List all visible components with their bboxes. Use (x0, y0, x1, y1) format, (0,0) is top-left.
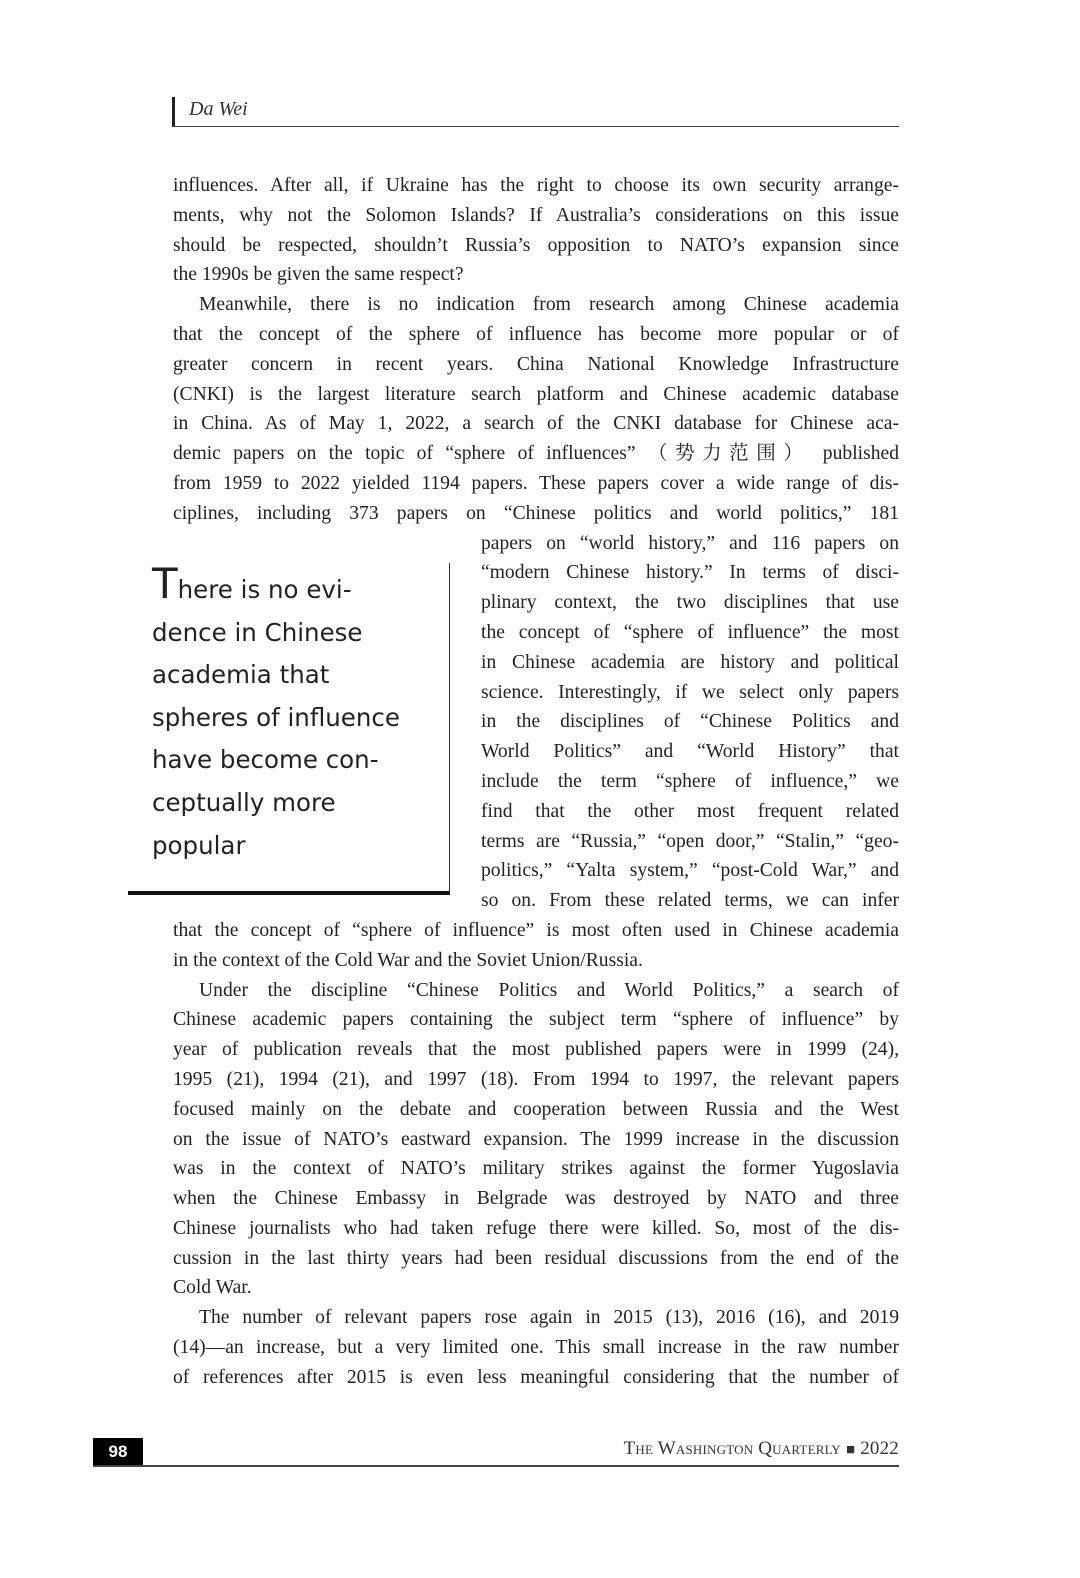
body-line: Meanwhile, there is no indication from research among Chinese academia (199, 294, 899, 316)
pull-quote-drop-cap: T (152, 559, 178, 608)
pull-quote-line: spheres of influence (152, 702, 400, 732)
pull-quote-line: ceptually more (152, 787, 336, 817)
body-line: in Chinese academia are history and political (481, 651, 899, 673)
body-line: influences. After all, if Ukraine has the right to choose its own security arrange- (173, 175, 899, 196)
body-line: (CNKI) is the largest literature search platform and Chinese academic database (173, 383, 899, 405)
header-rule (173, 126, 899, 127)
body-line: of references after 2015 is even less meaningful considering that the number of (173, 1366, 899, 1388)
body-line: focused mainly on the debate and cooperation between Russia and the West (173, 1098, 899, 1120)
body-line: Chinese academic papers containing the subject term “sphere of influence” by (173, 1009, 899, 1031)
body-line: plinary context, the two disciplines that use (481, 592, 899, 614)
page-number: 98 (93, 1438, 143, 1466)
pull-quote-line: here is no evi- (177, 575, 352, 604)
journal-year: 2022 (860, 1438, 899, 1459)
body-line: demic papers on the topic of “sphere of influences” （势力范围） published (173, 443, 899, 465)
body-line: so on. From these related terms, we can infer (481, 890, 899, 912)
body-line: from 1959 to 2022 yielded 1194 papers. These papers cover a wide range of dis- (173, 472, 899, 494)
body-line: terms are “Russia,” “open door,” “Stalin,” “geo- (481, 830, 899, 852)
body-line: Cold War. (173, 1277, 252, 1299)
square-separator-icon: ■ (845, 1442, 856, 1458)
body-line: greater concern in recent years. China National Knowledge Infrastructure (173, 353, 899, 375)
body-line: The number of relevant papers rose again in 2015 (13), 2016 (16), and 2019 (199, 1307, 899, 1329)
body-line: World Politics” and “World History” that (481, 741, 899, 763)
body-line: that the concept of “sphere of influence” is most often used in Chinese academia (173, 919, 899, 941)
running-head-author: Da Wei (189, 98, 248, 120)
journal-name: The Washington Quarterly (623, 1438, 842, 1459)
body-line: include the term “sphere of influence,” we (481, 770, 899, 792)
body-line: should be respected, shouldn’t Russia’s opposition to NATO’s expansion since (173, 234, 899, 256)
body-line: the concept of “sphere of influence” the most (481, 621, 899, 643)
body-line: year of publication reveals that the most published papers were in 1999 (24), (173, 1039, 899, 1061)
body-line: cussion in the last thirty years had been residual discussions from the end of the (173, 1247, 899, 1269)
footer-rule (93, 1465, 899, 1467)
body-line: when the Chinese Embassy in Belgrade was destroyed by NATO and three (173, 1188, 899, 1210)
body-line: politics,” “Yalta system,” “post-Cold War,” and (481, 860, 899, 882)
body-line: in the context of the Cold War and the Soviet Union/Russia. (173, 949, 643, 971)
body-line: that the concept of the sphere of influence has become more popular or of (173, 323, 899, 345)
body-line: in the disciplines of “Chinese Politics and (481, 711, 899, 733)
body-line: Under the discipline “Chinese Politics and World Politics,” a search of (199, 979, 899, 1001)
body-line: science. Interestingly, if we select only papers (481, 681, 899, 703)
body-line: papers on “world history,” and 116 papers on (481, 532, 899, 554)
footer-journal (624, 1438, 899, 1460)
body-line: “modern Chinese history.” In terms of disci- (481, 562, 899, 584)
pull-quote-line: academia that (152, 660, 330, 690)
pull-quote-line: have become con- (152, 745, 379, 775)
body-line: in China. As of May 1, 2022, a search of the CNKI database for Chinese aca- (173, 413, 899, 435)
header-bar (172, 97, 175, 127)
body-line: was in the context of NATO’s military strikes against the former Yugoslavia (173, 1158, 899, 1180)
pull-quote (128, 559, 450, 895)
pull-quote-line: popular (152, 830, 246, 860)
body-line: ciplines, including 373 papers on “Chinese politics and world politics,” 181 (173, 502, 899, 524)
body-line: find that the other most frequent related (481, 800, 899, 822)
body-line: the 1990s be given the same respect? (173, 264, 464, 286)
body-line: Chinese journalists who had taken refuge there were killed. So, most of the dis- (173, 1217, 899, 1239)
body-line: ments, why not the Solomon Islands? If Australia’s considerations on this issue (173, 204, 899, 226)
body-line: on the issue of NATO’s eastward expansion. The 1999 increase in the discussion (173, 1128, 899, 1150)
pull-quote-line: dence in Chinese (152, 617, 363, 647)
body-line: (14)—an increase, but a very limited one. This small increase in the raw number (173, 1337, 899, 1359)
body-line: 1995 (21), 1994 (21), and 1997 (18). From 1994 to 1997, the relevant papers (173, 1068, 899, 1090)
